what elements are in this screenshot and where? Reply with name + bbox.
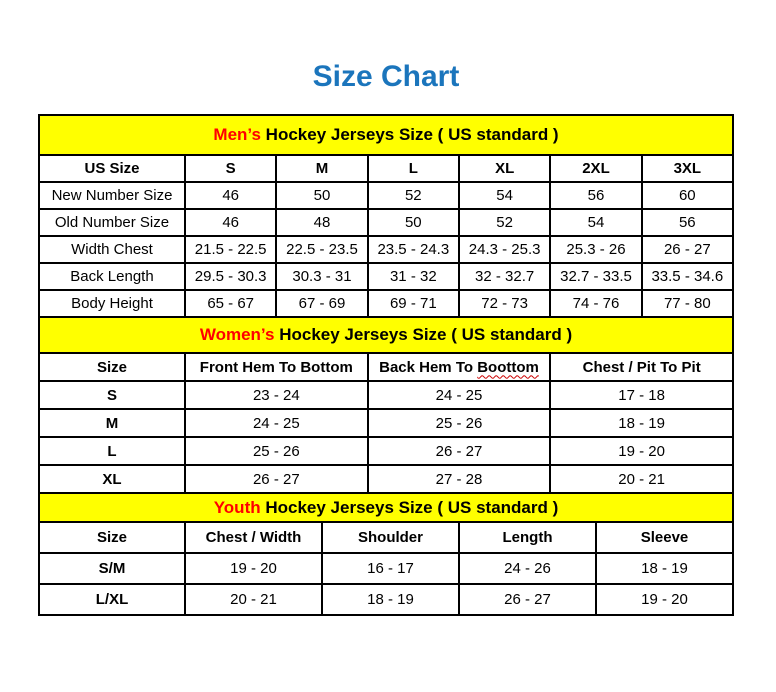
header-cell-front-hem: Front Hem To Bottom bbox=[185, 353, 368, 381]
size-value-cell: 26 - 27 bbox=[368, 437, 551, 465]
size-value-cell: 26 - 27 bbox=[185, 465, 368, 493]
row-label: XL bbox=[39, 465, 185, 493]
youth-size-table bbox=[38, 492, 734, 616]
size-value-cell: 24 - 25 bbox=[185, 409, 368, 437]
size-value-cell: 29.5 - 30.3 bbox=[185, 263, 276, 290]
table-row-women-l bbox=[39, 437, 733, 465]
size-value-cell: 20 - 21 bbox=[550, 465, 733, 493]
mens-band-rest-text: Hockey Jerseys Size ( US standard ) bbox=[260, 125, 559, 144]
row-label: Back Length bbox=[39, 263, 185, 290]
womens-band-rest-text: Hockey Jerseys Size ( US standard ) bbox=[274, 325, 573, 344]
size-value-cell: 48 bbox=[276, 209, 367, 236]
size-value-cell: 60 bbox=[642, 182, 733, 209]
header-cell-3xl: 3XL bbox=[642, 155, 733, 182]
table-row-new-number-size bbox=[39, 182, 733, 209]
youth-section-title bbox=[39, 493, 733, 522]
size-value-cell: 24.3 - 25.3 bbox=[459, 236, 550, 263]
size-value-cell: 52 bbox=[459, 209, 550, 236]
table-row-old-number-size bbox=[39, 209, 733, 236]
size-value-cell: 50 bbox=[276, 182, 367, 209]
womens-band-row bbox=[39, 317, 733, 353]
header-cell-size: Size bbox=[39, 353, 185, 381]
size-value-cell: 50 bbox=[368, 209, 459, 236]
youth-band-row bbox=[39, 493, 733, 522]
header-back-hem-prefix: Back Hem To bbox=[379, 358, 478, 376]
header-cell-m: M bbox=[276, 155, 367, 182]
size-value-cell: 56 bbox=[642, 209, 733, 236]
size-value-cell: 72 - 73 bbox=[459, 290, 550, 317]
size-value-cell: 69 - 71 bbox=[368, 290, 459, 317]
size-value-cell: 77 - 80 bbox=[642, 290, 733, 317]
size-value-cell: 20 - 21 bbox=[185, 584, 322, 615]
table-row-body-height bbox=[39, 290, 733, 317]
row-label: S bbox=[39, 381, 185, 409]
size-value-cell: 54 bbox=[459, 182, 550, 209]
table-row-width-chest bbox=[39, 236, 733, 263]
womens-header-row bbox=[39, 353, 733, 381]
table-row-women-m bbox=[39, 409, 733, 437]
header-cell-back-hem bbox=[368, 353, 551, 381]
header-cell-s: S bbox=[185, 155, 276, 182]
size-value-cell: 25 - 26 bbox=[368, 409, 551, 437]
size-value-cell: 18 - 19 bbox=[322, 584, 459, 615]
mens-size-table bbox=[38, 114, 734, 318]
table-row-women-xl bbox=[39, 465, 733, 493]
mens-highlight-text: Men’s bbox=[213, 125, 261, 144]
size-value-cell: 32 - 32.7 bbox=[459, 263, 550, 290]
header-cell-2xl: 2XL bbox=[550, 155, 641, 182]
size-value-cell: 26 - 27 bbox=[642, 236, 733, 263]
size-value-cell: 19 - 20 bbox=[185, 553, 322, 584]
size-value-cell: 52 bbox=[368, 182, 459, 209]
header-cell-us-size: US Size bbox=[39, 155, 185, 182]
size-chart-tables bbox=[38, 114, 734, 616]
size-value-cell: 17 - 18 bbox=[550, 381, 733, 409]
youth-band-rest-text: Hockey Jerseys Size ( US standard ) bbox=[260, 497, 559, 517]
mens-header-row bbox=[39, 155, 733, 182]
row-label: L bbox=[39, 437, 185, 465]
size-value-cell: 19 - 20 bbox=[596, 584, 733, 615]
row-label: New Number Size bbox=[39, 182, 185, 209]
row-label: L/XL bbox=[39, 584, 185, 615]
size-value-cell: 24 - 25 bbox=[368, 381, 551, 409]
header-cell-length: Length bbox=[459, 522, 596, 553]
womens-size-table bbox=[38, 316, 734, 494]
size-value-cell: 27 - 28 bbox=[368, 465, 551, 493]
size-value-cell: 19 - 20 bbox=[550, 437, 733, 465]
header-cell-l: L bbox=[368, 155, 459, 182]
misspelled-word-squiggle: Boottom bbox=[477, 358, 539, 376]
size-value-cell: 26 - 27 bbox=[459, 584, 596, 615]
size-value-cell: 56 bbox=[550, 182, 641, 209]
size-value-cell: 16 - 17 bbox=[322, 553, 459, 584]
size-value-cell: 74 - 76 bbox=[550, 290, 641, 317]
size-value-cell: 33.5 - 34.6 bbox=[642, 263, 733, 290]
size-value-cell: 24 - 26 bbox=[459, 553, 596, 584]
size-value-cell: 46 bbox=[185, 182, 276, 209]
row-label: S/M bbox=[39, 553, 185, 584]
size-value-cell: 46 bbox=[185, 209, 276, 236]
mens-section-title bbox=[39, 115, 733, 155]
header-cell-shoulder: Shoulder bbox=[322, 522, 459, 553]
youth-highlight-text: Youth bbox=[213, 497, 261, 517]
womens-highlight-text: Women’s bbox=[199, 325, 275, 344]
page-title: Size Chart bbox=[312, 60, 460, 93]
table-row-back-length bbox=[39, 263, 733, 290]
youth-header-row bbox=[39, 522, 733, 553]
size-value-cell: 31 - 32 bbox=[368, 263, 459, 290]
row-label: M bbox=[39, 409, 185, 437]
header-cell-chest-width: Chest / Width bbox=[185, 522, 322, 553]
size-value-cell: 32.7 - 33.5 bbox=[550, 263, 641, 290]
size-value-cell: 30.3 - 31 bbox=[276, 263, 367, 290]
size-value-cell: 23 - 24 bbox=[185, 381, 368, 409]
header-cell-xl: XL bbox=[459, 155, 550, 182]
size-value-cell: 21.5 - 22.5 bbox=[185, 236, 276, 263]
mens-band-row bbox=[39, 115, 733, 155]
womens-section-title bbox=[39, 317, 733, 353]
header-cell-sleeve: Sleeve bbox=[596, 522, 733, 553]
size-value-cell: 65 - 67 bbox=[185, 290, 276, 317]
size-chart-page bbox=[38, 60, 734, 616]
size-value-cell: 54 bbox=[550, 209, 641, 236]
size-value-cell: 67 - 69 bbox=[276, 290, 367, 317]
size-value-cell: 25 - 26 bbox=[185, 437, 368, 465]
size-value-cell: 22.5 - 23.5 bbox=[276, 236, 367, 263]
row-label: Width Chest bbox=[39, 236, 185, 263]
row-label: Body Height bbox=[39, 290, 185, 317]
row-label: Old Number Size bbox=[39, 209, 185, 236]
header-cell-size: Size bbox=[39, 522, 185, 553]
size-value-cell: 18 - 19 bbox=[550, 409, 733, 437]
size-value-cell: 18 - 19 bbox=[596, 553, 733, 584]
table-row-women-s bbox=[39, 381, 733, 409]
size-value-cell: 25.3 - 26 bbox=[550, 236, 641, 263]
header-cell-chest-pit: Chest / Pit To Pit bbox=[550, 353, 733, 381]
size-value-cell: 23.5 - 24.3 bbox=[368, 236, 459, 263]
table-row-youth-lxl bbox=[39, 584, 733, 615]
table-row-youth-sm bbox=[39, 553, 733, 584]
